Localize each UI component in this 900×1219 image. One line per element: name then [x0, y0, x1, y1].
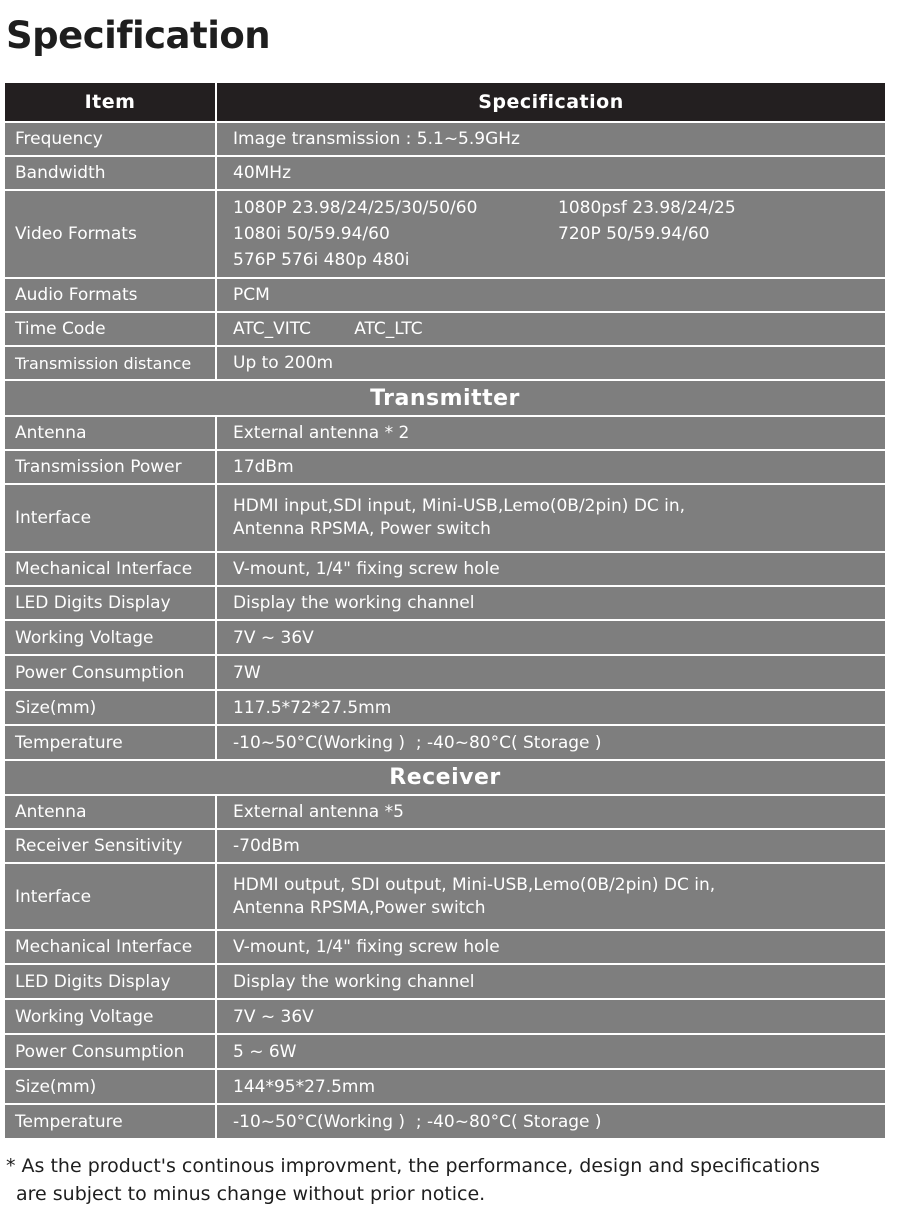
- row-label: Interface: [4, 484, 216, 552]
- table-row: [4, 312, 886, 346]
- row-label: Mechanical Interface: [4, 930, 216, 964]
- section-receiver: [4, 760, 886, 795]
- table-row: [4, 1069, 886, 1104]
- table-row: [4, 278, 886, 312]
- table-row: [4, 450, 886, 484]
- table-row: [4, 190, 886, 278]
- row-value: 117.5*72*27.5mm: [216, 690, 886, 725]
- row-value: V-mount, 1/4" fixing screw hole: [216, 552, 886, 586]
- table-row: [4, 690, 886, 725]
- row-label: Transmission distance: [4, 346, 216, 380]
- row-value: [216, 484, 886, 552]
- row-value: 7V ~ 36V: [216, 620, 886, 655]
- row-label: Audio Formats: [4, 278, 216, 312]
- row-label: LED Digits Display: [4, 964, 216, 999]
- video-format-line: 1080psf 23.98/24/25: [558, 198, 736, 218]
- row-value: -70dBm: [216, 829, 886, 863]
- row-label: Size(mm): [4, 690, 216, 725]
- row-value: Image transmission : 5.1~5.9GHz: [216, 122, 886, 156]
- interface-line: HDMI input,SDI input, Mini-USB,Lemo(0B/2pin) DC in,: [233, 496, 686, 516]
- table-row: [4, 829, 886, 863]
- row-label: Size(mm): [4, 1069, 216, 1104]
- row-label: Antenna: [4, 416, 216, 450]
- row-label: Transmission Power: [4, 450, 216, 484]
- table-row: [4, 863, 886, 930]
- row-value: PCM: [216, 278, 886, 312]
- table-row: [4, 346, 886, 380]
- row-value: Display the working channel: [216, 964, 886, 999]
- row-value: 40MHz: [216, 156, 886, 190]
- row-label: Temperature: [4, 725, 216, 760]
- row-value: -10~50°C(Working ) ; -40~80°C( Storage ): [216, 725, 886, 760]
- table-row: [4, 620, 886, 655]
- table-row: [4, 586, 886, 620]
- row-label: Working Voltage: [4, 999, 216, 1034]
- row-value: Display the working channel: [216, 586, 886, 620]
- video-format-line: 1080i 50/59.94/60: [233, 224, 390, 244]
- row-label: Video Formats: [4, 190, 216, 278]
- row-label: Receiver Sensitivity: [4, 829, 216, 863]
- row-label: LED Digits Display: [4, 586, 216, 620]
- table-row: [4, 484, 886, 552]
- row-value: -10~50°C(Working ) ; -40~80°C( Storage ): [216, 1104, 886, 1139]
- section-heading: Receiver: [4, 760, 886, 795]
- table-row: [4, 725, 886, 760]
- section-heading: Transmitter: [4, 380, 886, 416]
- interface-line: Antenna RPSMA, Power switch: [233, 519, 491, 539]
- footnote-line: * As the product's continous improvment, the performance, design and specifications: [6, 1155, 820, 1177]
- footnote-line: are subject to minus change without prior notice.: [16, 1183, 486, 1205]
- table-row: [4, 416, 886, 450]
- row-label: Bandwidth: [4, 156, 216, 190]
- row-label: Mechanical Interface: [4, 552, 216, 586]
- row-label: Antenna: [4, 795, 216, 829]
- row-label: Power Consumption: [4, 655, 216, 690]
- row-value: 144*95*27.5mm: [216, 1069, 886, 1104]
- video-format-line: 720P 50/59.94/60: [558, 224, 710, 244]
- section-transmitter: [4, 380, 886, 416]
- table-row: [4, 930, 886, 964]
- spec-table: [3, 81, 887, 1140]
- header-item: Item: [4, 82, 216, 122]
- row-value: Up to 200m: [216, 346, 886, 380]
- table-row: [4, 795, 886, 829]
- row-value: V-mount, 1/4" fixing screw hole: [216, 930, 886, 964]
- row-value: 5 ~ 6W: [216, 1034, 886, 1069]
- interface-line: Antenna RPSMA,Power switch: [233, 897, 486, 918]
- video-format-line: 576P 576i 480p 480i: [233, 250, 410, 270]
- table-row: [4, 1104, 886, 1139]
- row-value: 17dBm: [216, 450, 886, 484]
- table-row: [4, 999, 886, 1034]
- header-spec: Specification: [216, 82, 886, 122]
- interface-line: HDMI output, SDI output, Mini-USB,Lemo(0B/2pin) DC in,: [233, 874, 716, 895]
- row-value: [216, 863, 886, 930]
- row-value: External antenna *5: [216, 795, 886, 829]
- row-value: 7V ~ 36V: [216, 999, 886, 1034]
- video-format-line: 1080P 23.98/24/25/30/50/60: [233, 198, 478, 218]
- row-label: Interface: [4, 863, 216, 930]
- row-value: External antenna * 2: [216, 416, 886, 450]
- row-label: Temperature: [4, 1104, 216, 1139]
- row-label: Working Voltage: [4, 620, 216, 655]
- table-row: [4, 964, 886, 999]
- row-value: [216, 190, 886, 278]
- table-row: [4, 552, 886, 586]
- table-row: [4, 1034, 886, 1069]
- table-row: [4, 655, 886, 690]
- row-label: Power Consumption: [4, 1034, 216, 1069]
- footnote: [6, 1152, 898, 1208]
- row-value: ATC_VITC ATC_LTC: [216, 312, 886, 346]
- table-header: [4, 82, 886, 122]
- table-row: [4, 156, 886, 190]
- page-title: Specification: [6, 14, 271, 57]
- table-row: [4, 122, 886, 156]
- row-value: 7W: [216, 655, 886, 690]
- row-label: Frequency: [4, 122, 216, 156]
- row-label: Time Code: [4, 312, 216, 346]
